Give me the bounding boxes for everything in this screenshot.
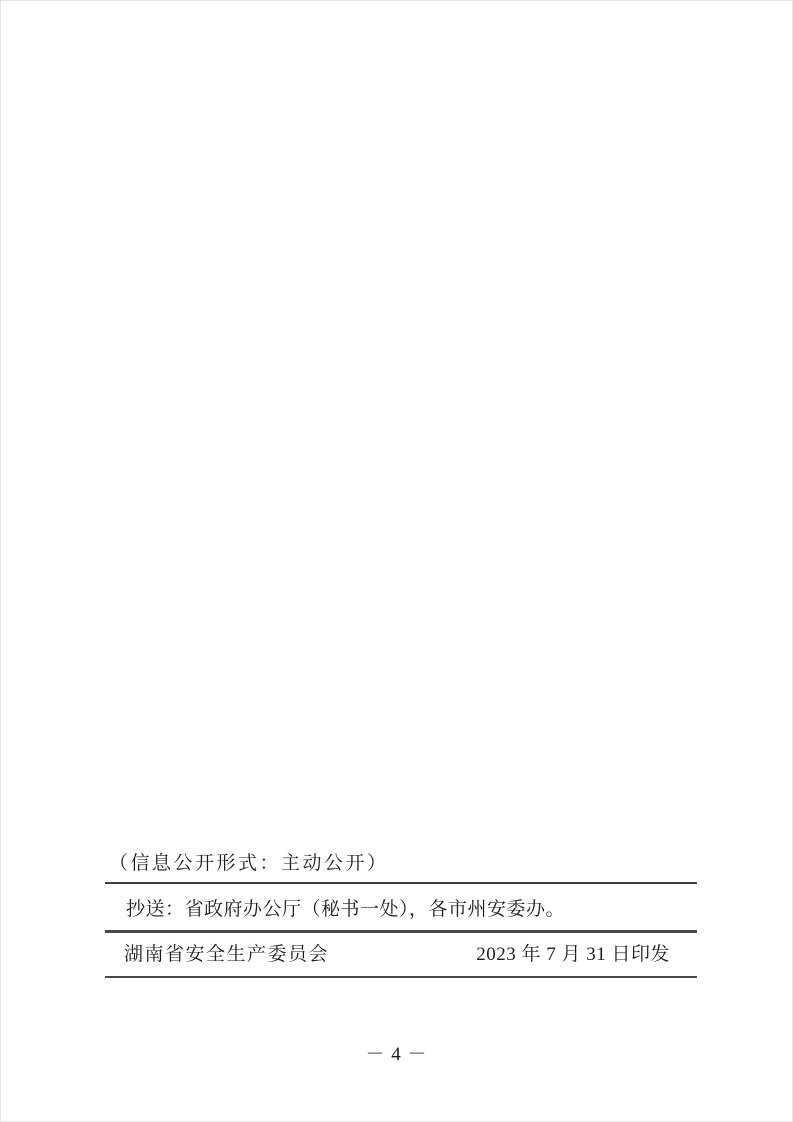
page-number: － 4 － (365, 1044, 428, 1065)
divider-top (105, 882, 697, 884)
issuer-name: 湖南省安全生产委员会 (124, 944, 330, 965)
divider-middle (105, 930, 697, 933)
cc-line: 抄送：省政府办公厅（秘书一处），各市州安委办。 (126, 899, 566, 920)
disclosure-note: （信息公开形式：主动公开） (109, 853, 389, 874)
print-date: 2023 年 7 月 31 日印发 (476, 944, 670, 965)
issuer-row (105, 944, 697, 966)
divider-bottom (105, 976, 697, 978)
document-footer (105, 852, 697, 978)
